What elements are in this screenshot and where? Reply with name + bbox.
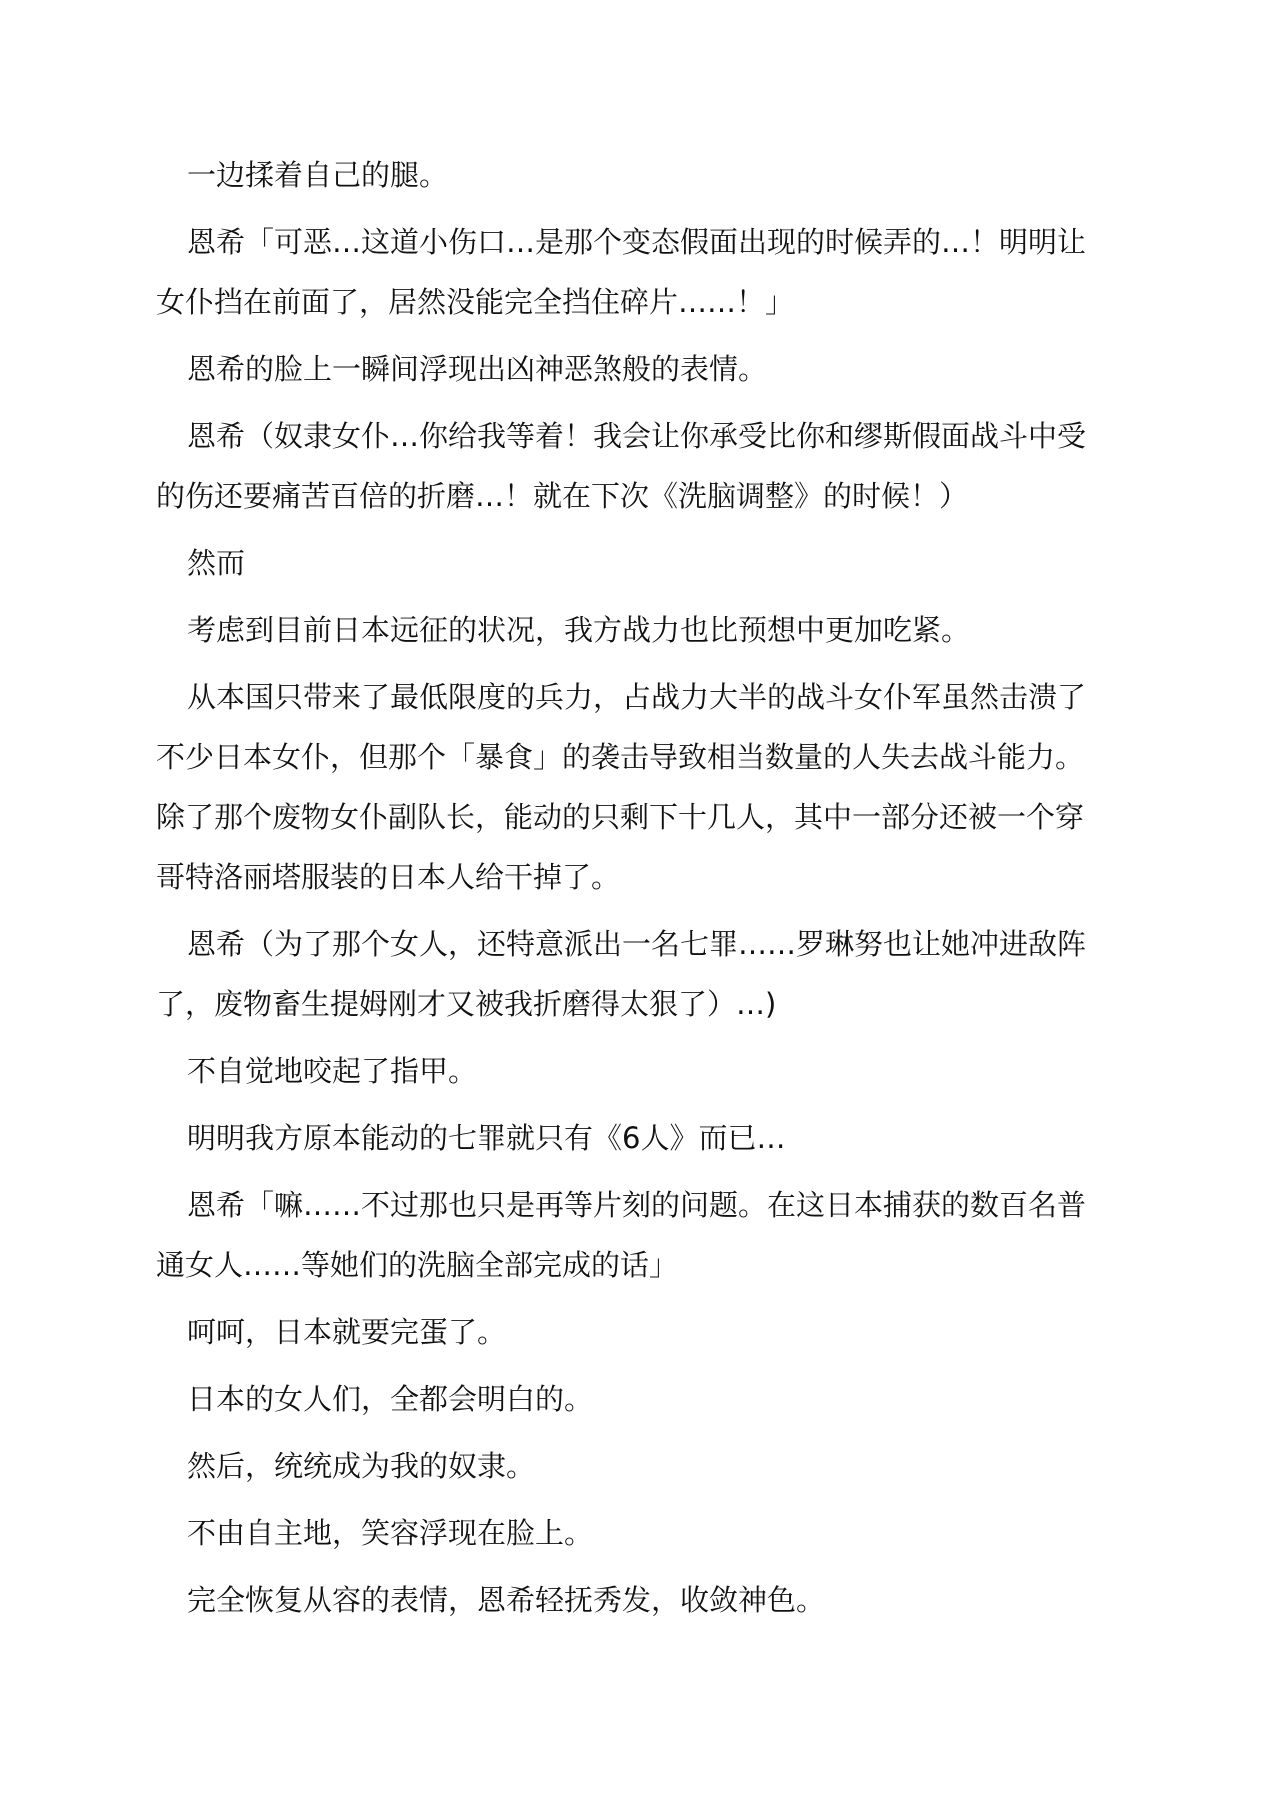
text-line: 的伤还要痛苦百倍的折磨…！就在下次《洗脑调整》的时候！） [156, 479, 969, 513]
paragraph [156, 1175, 1156, 1295]
paragraph [156, 406, 1156, 526]
text-line: 除了那个废物女仆副队长，能动的只剩下十几人，其中一部分还被一个穿 [156, 800, 1085, 834]
paragraph [156, 667, 1156, 907]
text-line: 恩希的脸上一瞬间浮现出凶神恶煞般的表情。 [187, 352, 768, 386]
text-line: 完全恢复从容的表情，恩希轻抚秀发，收敛神色。 [187, 1583, 826, 1617]
paragraph [156, 600, 1156, 660]
text-line: 恩希「嘛……不过那也只是再等片刻的问题。在这日本捕获的数百名普 [187, 1188, 1087, 1222]
paragraph [156, 1503, 1156, 1563]
text-line: 然而 [187, 546, 246, 580]
text-line: 恩希「可恶…这道小伤口…是那个变态假面出现的时候弄的…！明明让 [187, 225, 1087, 259]
text-line: 了，废物畜生提姆刚才又被我折磨得太狠了）…) [156, 987, 777, 1021]
paragraph [156, 1041, 1156, 1101]
text-line: 一边揉着自己的腿。 [187, 158, 449, 192]
paragraph [156, 914, 1156, 1034]
paragraph [156, 1302, 1156, 1362]
paragraph [156, 212, 1156, 332]
text-line: 恩希（为了那个女人，还特意派出一名七罪……罗琳努也让她冲进敌阵 [187, 927, 1087, 961]
text-line: 哥特洛丽塔服装的日本人给干掉了。 [156, 860, 621, 894]
text-line: 不由自主地，笑容浮现在脸上。 [187, 1516, 594, 1550]
text-line: 通女人……等她们的洗脑全部完成的话」 [156, 1248, 679, 1282]
paragraph [156, 1108, 1156, 1168]
text-line: 不自觉地咬起了指甲。 [187, 1054, 478, 1088]
text-line: 呵呵，日本就要完蛋了。 [187, 1315, 507, 1349]
paragraph [156, 1369, 1156, 1429]
text-line: 不少日本女仆，但那个「暴食」的袭击导致相当数量的人失去战斗能力。 [156, 740, 1085, 774]
text-line: 女仆挡在前面了，居然没能完全挡住碎片……！」 [156, 285, 795, 319]
paragraph [156, 339, 1156, 399]
paragraph [156, 1570, 1156, 1630]
document-page [156, 145, 1156, 1637]
text-line: 明明我方原本能动的七罪就只有《6人》而已… [187, 1121, 786, 1155]
text-line: 从本国只带来了最低限度的兵力，占战力大半的战斗女仆军虽然击溃了 [187, 680, 1087, 714]
paragraph [156, 533, 1156, 593]
text-line: 恩希（奴隶女仆…你给我等着！我会让你承受比你和缪斯假面战斗中受 [187, 419, 1087, 453]
paragraph [156, 145, 1156, 205]
text-line: 然后，统统成为我的奴隶。 [187, 1449, 536, 1483]
text-line: 日本的女人们，全都会明白的。 [187, 1382, 594, 1416]
paragraph [156, 1436, 1156, 1496]
text-line: 考虑到目前日本远征的状况，我方战力也比预想中更加吃紧。 [187, 613, 971, 647]
